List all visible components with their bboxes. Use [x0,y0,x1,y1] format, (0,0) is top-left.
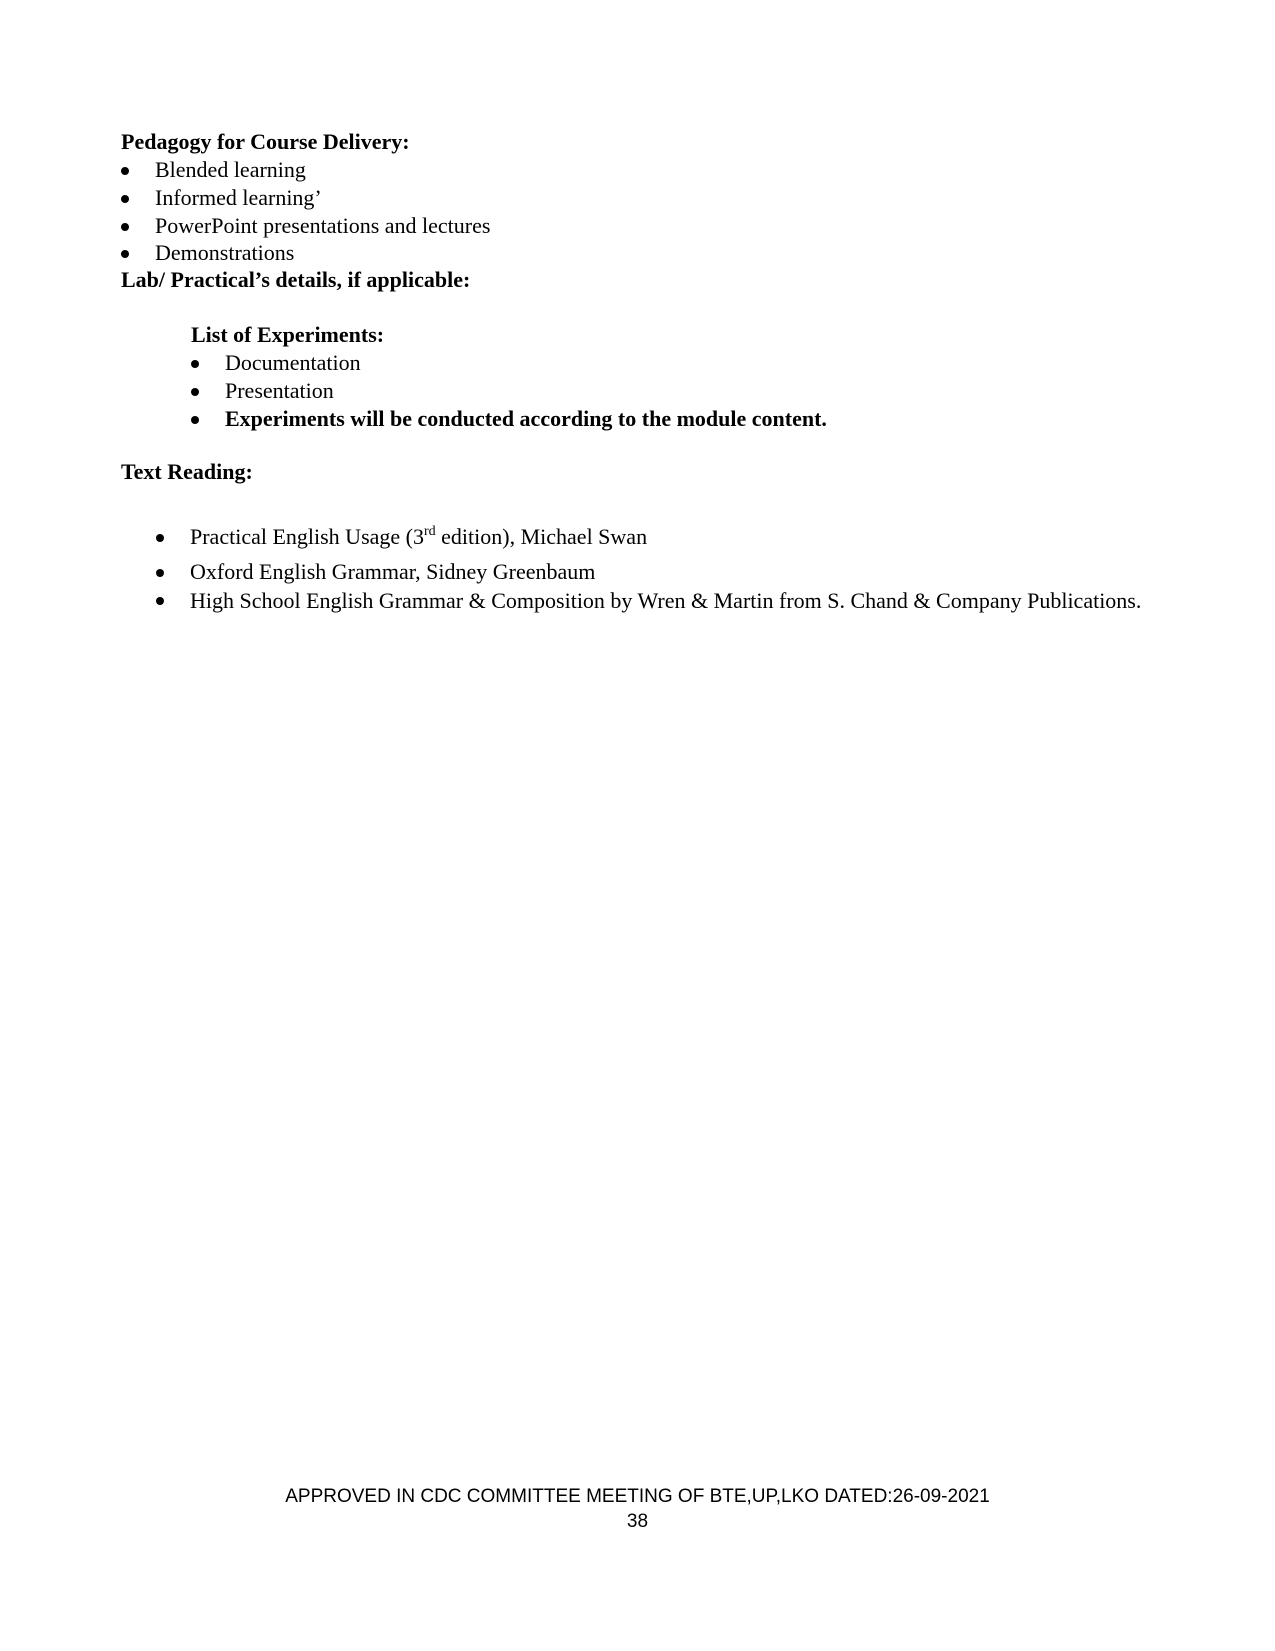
reading-item: High School English Grammar & Composition by Wren & Martin from S. Chand & Company Publications. [190,588,1142,613]
pedagogy-item: Blended learning [155,157,306,182]
bullet-icon [121,167,129,175]
approval-footer: APPROVED IN CDC COMMITTEE MEETING OF BTE,UP,LKO DATED:26-09-2021 [285,1486,990,1507]
bullet-icon [121,195,129,203]
experiments-heading: List of Experiments: [191,322,385,347]
experiment-item: Documentation [225,350,361,375]
pedagogy-item: Demonstrations [155,240,295,265]
bullet-icon [191,360,199,368]
page-number: 38 [626,1511,649,1532]
pedagogy-item: PowerPoint presentations and lectures [155,213,491,238]
superscript: rd [424,524,436,539]
bullet-icon [191,416,199,424]
reading-item: Oxford English Grammar, Sidney Greenbaum [190,559,596,584]
text-reading-heading: Text Reading: [121,459,253,484]
bullet-icon [156,569,164,577]
pedagogy-item: Informed learning’ [155,185,322,210]
reading-item-text: Practical English Usage (3 [190,524,424,549]
pedagogy-heading: Pedagogy for Course Delivery: [121,129,410,154]
bullet-icon [156,534,164,542]
bullet-icon [191,388,199,396]
experiment-item: Presentation [225,378,334,403]
reading-item [190,523,647,551]
bullet-icon [121,250,129,258]
reading-item-text: edition), Michael Swan [435,524,648,549]
experiment-item: Experiments will be conducted according to the module content. [225,406,827,431]
lab-heading: Lab/ Practical’s details, if applicable: [121,267,471,292]
bullet-icon [121,223,129,231]
bullet-icon [156,597,164,605]
